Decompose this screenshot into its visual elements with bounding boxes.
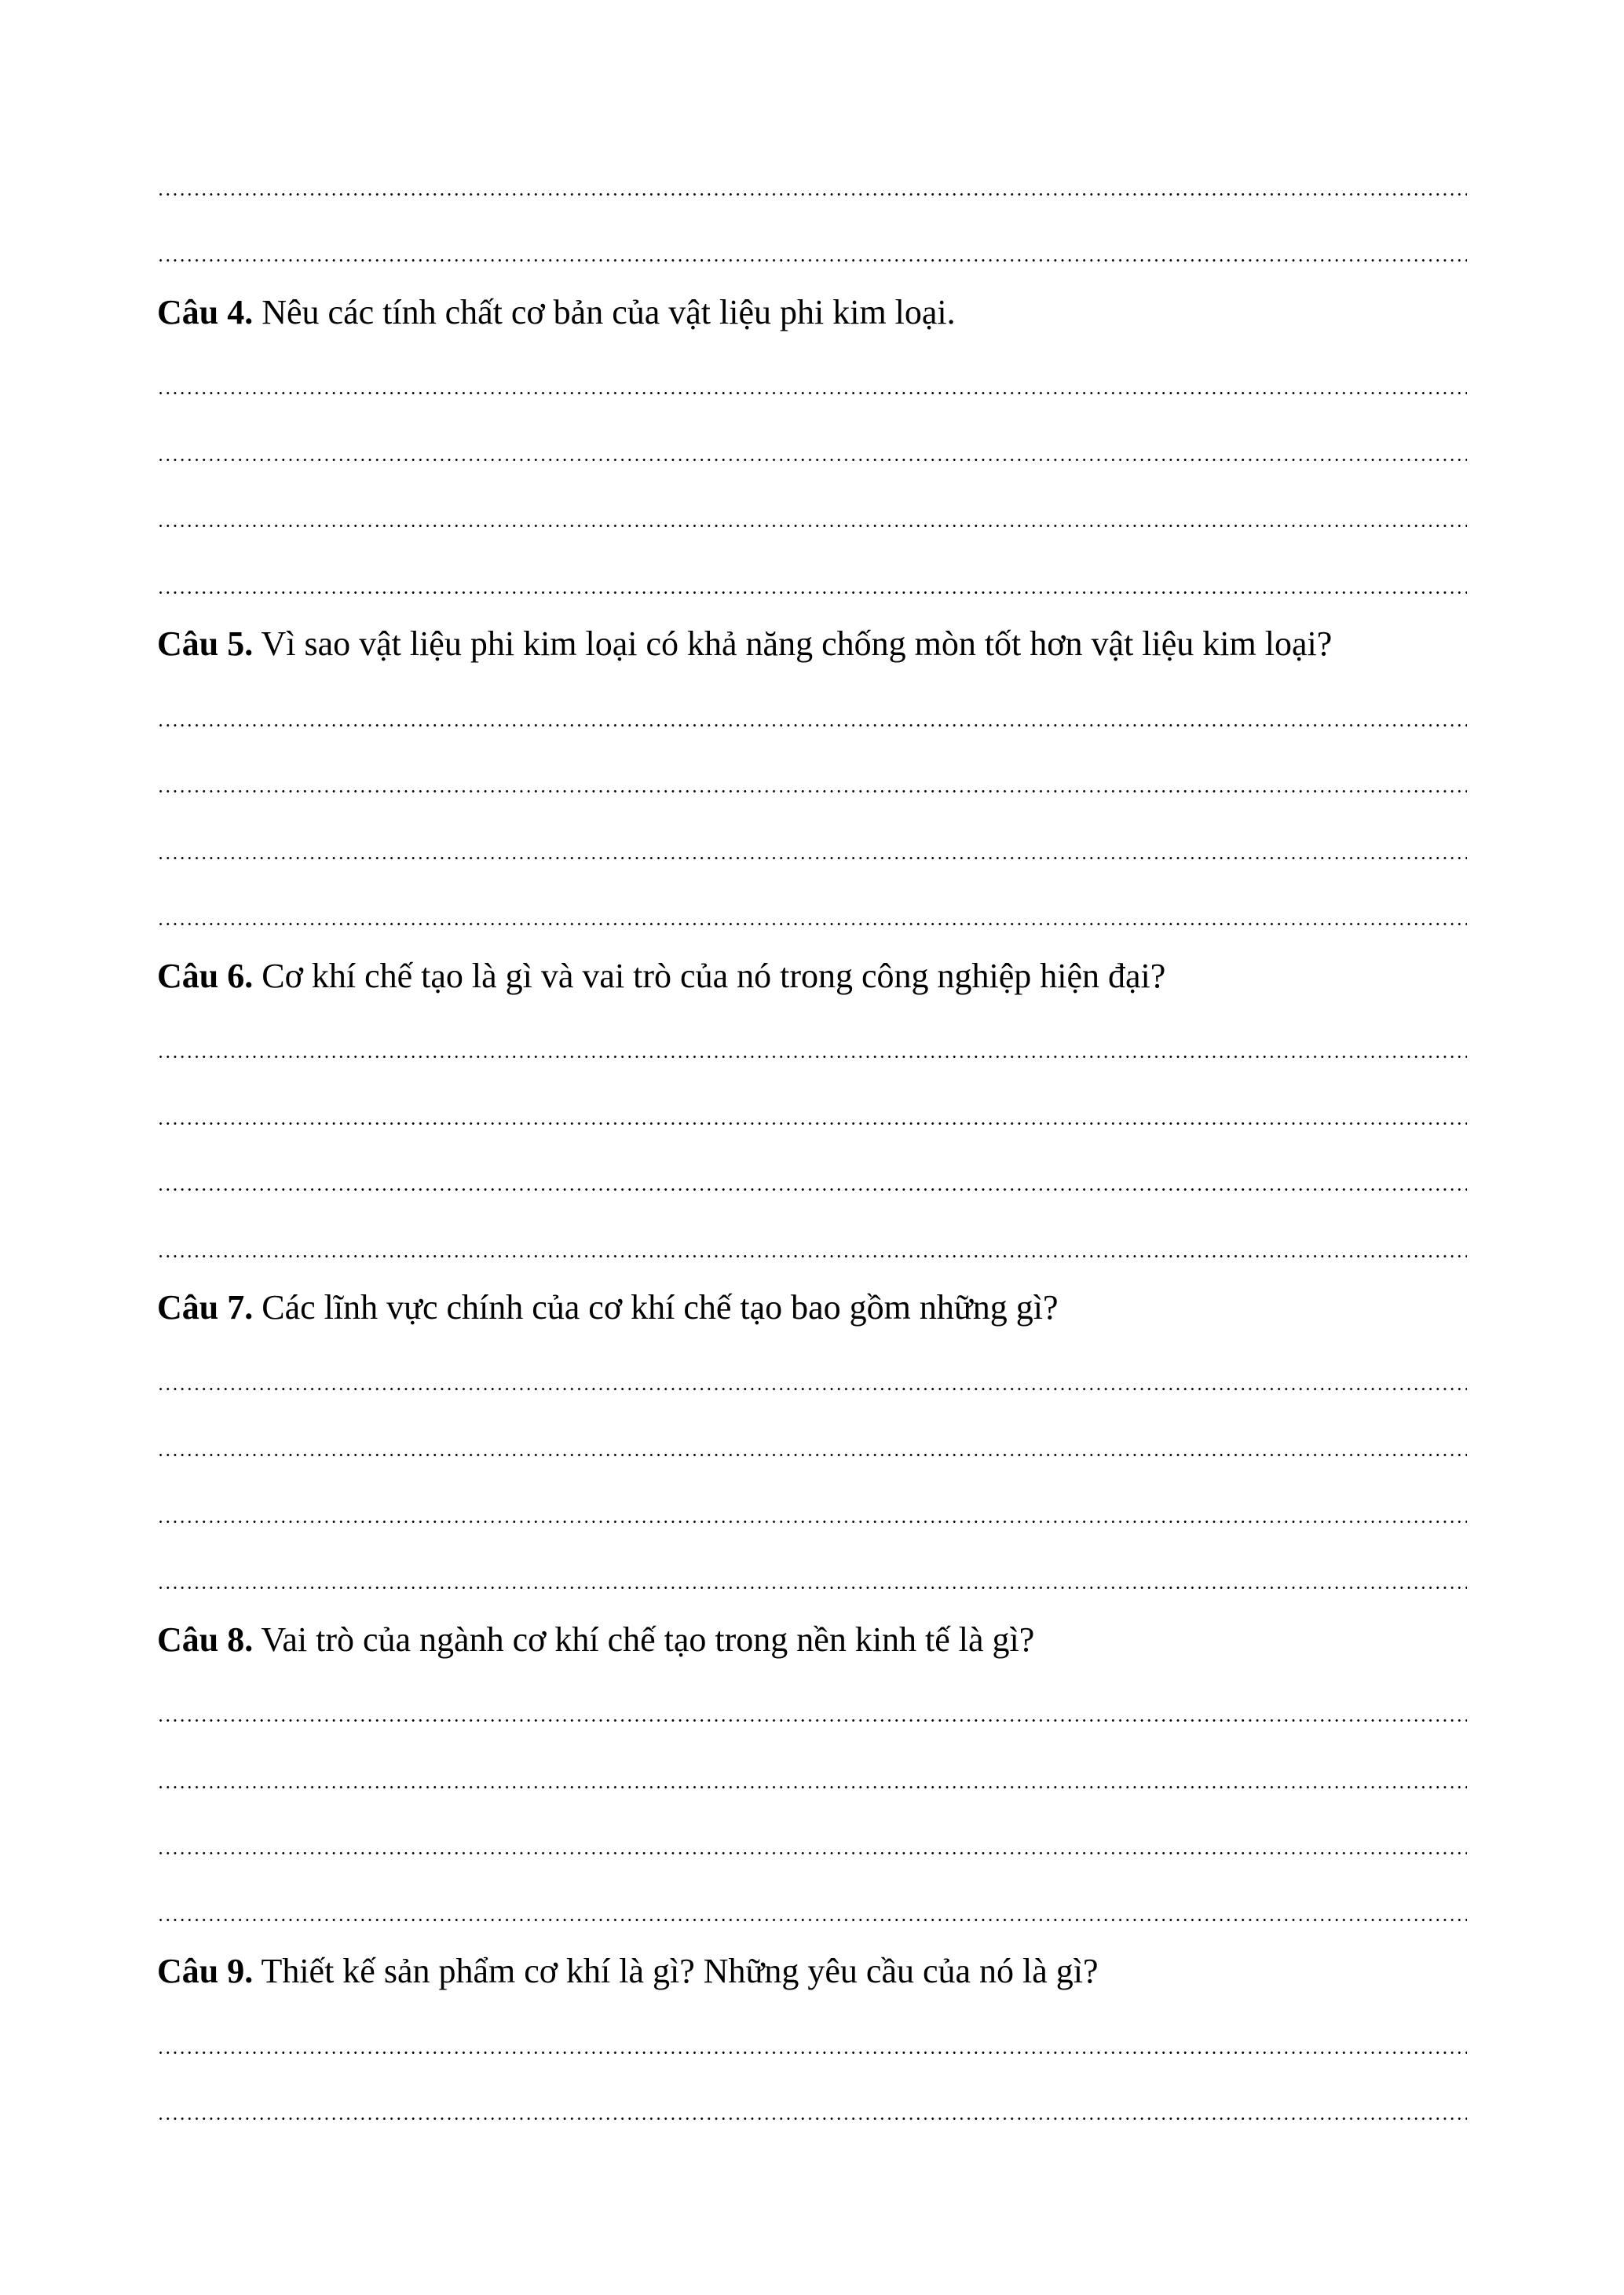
answer-line — [157, 1869, 1467, 1935]
question-7 — [157, 1272, 1467, 1338]
question-label: Câu 4. — [157, 292, 254, 331]
question-text — [157, 1620, 1035, 1670]
answer-line — [157, 1470, 1467, 1537]
question-4 — [157, 276, 1467, 342]
question-body: Thiết kế sản phẩm cơ khí là gì? Những yêu cầu của nó là gì? — [253, 1952, 1099, 1990]
question-label: Câu 5. — [157, 624, 254, 663]
answer-line — [157, 741, 1467, 807]
answer-line — [157, 1072, 1467, 1139]
answer-line — [157, 873, 1467, 940]
question-5 — [157, 608, 1467, 675]
question-text — [157, 1954, 1099, 2001]
worksheet-content — [157, 143, 1467, 2134]
answer-line — [157, 2001, 1467, 2068]
answer-line — [157, 807, 1467, 873]
question-8 — [157, 1603, 1467, 1670]
answer-line — [157, 1006, 1467, 1073]
answer-line — [157, 408, 1467, 475]
question-label: Câu 8. — [157, 1620, 254, 1659]
question-9 — [157, 1935, 1467, 2002]
question-label: Câu 6. — [157, 956, 254, 995]
answer-line — [157, 1803, 1467, 1869]
question-text — [157, 956, 1166, 1006]
answer-line — [157, 1139, 1467, 1206]
answer-line — [157, 2068, 1467, 2135]
answer-line — [157, 1338, 1467, 1404]
answer-line — [157, 210, 1467, 276]
question-body: Vì sao vật liệu phi kim loại có khả năng chống mòn tốt hơn vật liệu kim loại? — [253, 624, 1333, 663]
answer-line — [157, 1404, 1467, 1471]
question-body: Cơ khí chế tạo là gì và vai trò của nó trong công nghiệp hiện đại? — [253, 956, 1166, 995]
answer-line — [157, 1736, 1467, 1803]
answer-line — [157, 143, 1467, 210]
answer-line — [157, 1205, 1467, 1272]
answer-line — [157, 342, 1467, 409]
question-body: Các lĩnh vực chính của cơ khí chế tạo bao gồm những gì? — [253, 1288, 1059, 1327]
question-body: Vai trò của ngành cơ khí chế tạo trong nền kinh tế là gì? — [253, 1620, 1035, 1659]
answer-line — [157, 475, 1467, 542]
question-label: Câu 7. — [157, 1288, 254, 1327]
question-text — [157, 1290, 1058, 1338]
answer-line — [157, 541, 1467, 608]
answer-line — [157, 1670, 1467, 1737]
question-label: Câu 9. — [157, 1952, 254, 1990]
answer-line — [157, 674, 1467, 741]
question-text — [157, 292, 956, 342]
question-text — [157, 624, 1333, 674]
answer-line — [157, 1537, 1467, 1604]
question-6 — [157, 939, 1467, 1006]
question-body: Nêu các tính chất cơ bản của vật liệu phi kim loại. — [253, 292, 956, 331]
